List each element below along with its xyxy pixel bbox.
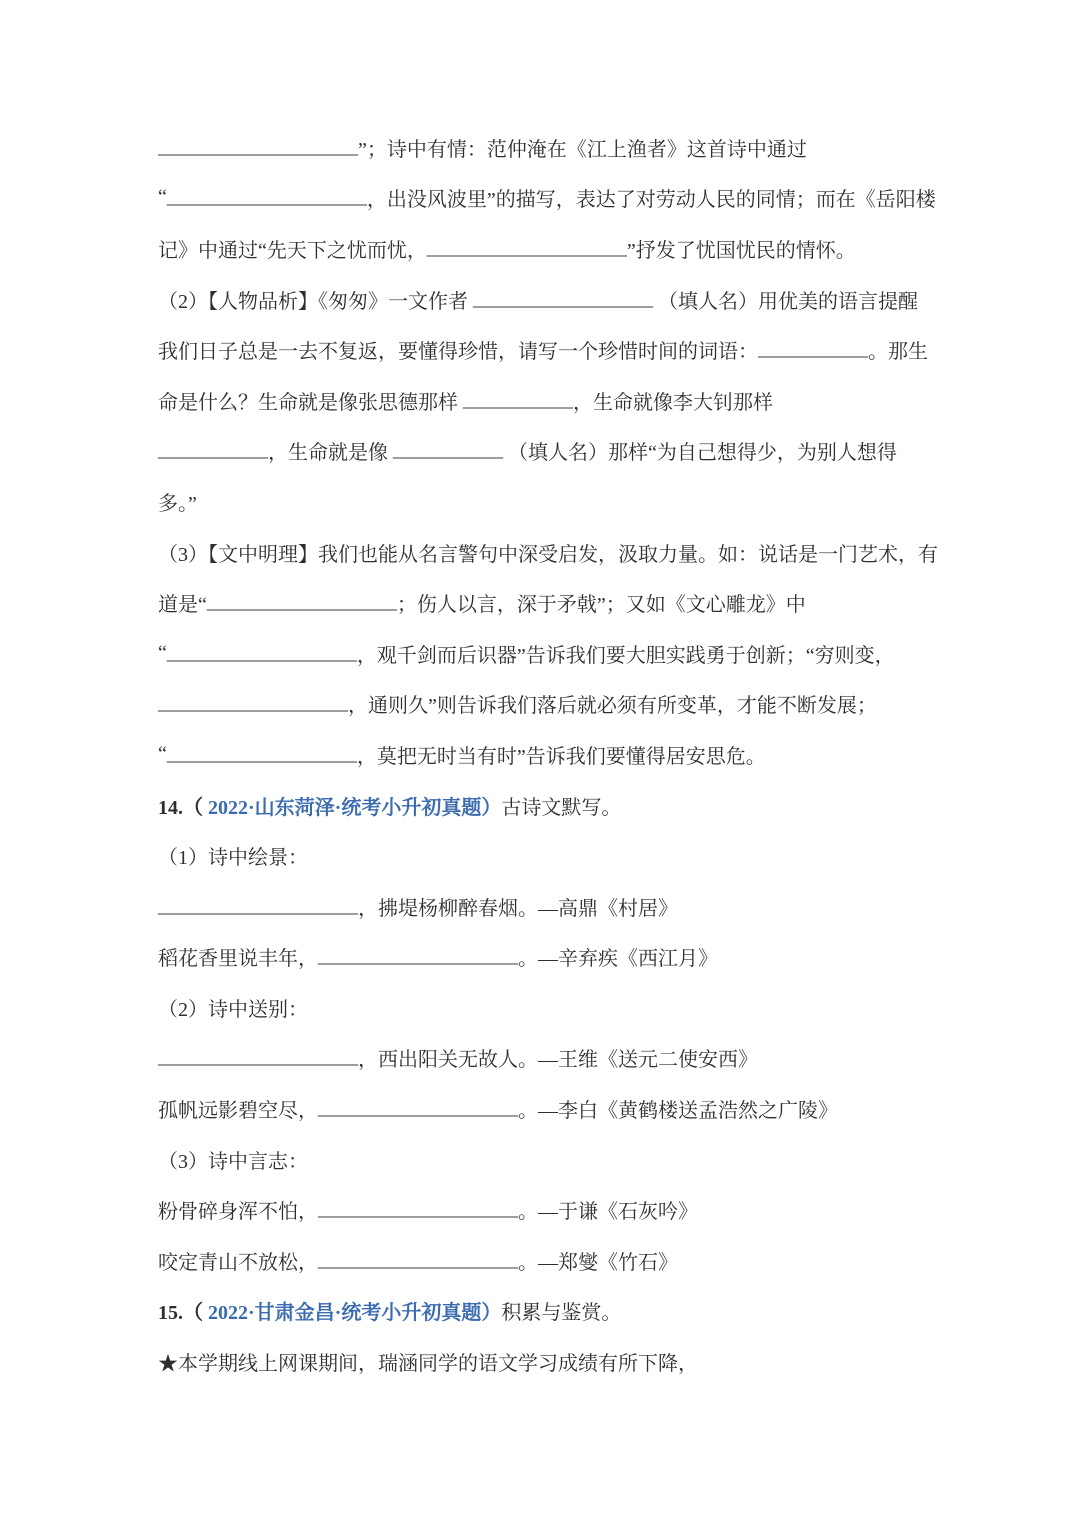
fill-in-blank: ____________________ — [166, 186, 367, 209]
text-segment: 孤帆远影碧空尽， — [158, 1100, 318, 1123]
text-line — [158, 476, 940, 527]
text-segment: 。—郑燮《竹石》 — [518, 1251, 678, 1274]
fill-in-blank: ____________________ — [318, 1248, 518, 1271]
exam-source-citation: 2022·山东菏泽·统考小升初真题 — [208, 796, 482, 819]
text-segment: 。—辛弃疾《西江月》 — [518, 948, 718, 971]
document-body — [158, 122, 940, 1387]
text-line — [158, 1235, 940, 1286]
text-segment: 。—于谦《石灰吟》 — [518, 1201, 698, 1224]
text-line — [158, 1083, 940, 1134]
text-segment: 我们日子总是一去不复返，要懂得珍惜，请写一个珍惜时间的词语： — [158, 341, 758, 364]
text-segment: ，生命就像李大钊那样 — [573, 391, 773, 414]
text-line — [158, 577, 940, 628]
fill-in-blank: ___________________ — [206, 591, 397, 614]
text-segment: ，拂堤杨柳醉春烟。—高鼎《村居》 — [358, 897, 678, 920]
text-line — [158, 527, 940, 578]
text-line — [158, 1033, 940, 1084]
text-segment: “ — [158, 186, 167, 209]
text-segment: （2）诗中送别： — [158, 998, 308, 1021]
text-segment: （1）诗中绘景： — [158, 847, 308, 870]
text-line — [158, 426, 940, 477]
text-segment: ，西出阳关无故人。—王维《送元二使安西》 — [358, 1049, 758, 1072]
text-segment: 古诗文默写。 — [501, 796, 622, 819]
text-segment: 记》中通过“先天下之忧而忧， — [158, 239, 427, 262]
text-segment: 道是“ — [158, 594, 207, 617]
text-line — [158, 1184, 940, 1235]
fill-in-blank: ___________________ — [158, 692, 348, 715]
fill-in-blank: ___________________ — [166, 641, 357, 664]
text-segment: 。那生 — [868, 341, 928, 364]
text-segment: 稻花香里说丰年， — [158, 948, 318, 971]
exam-source-citation: 2022·甘肃金昌·统考小升初真题 — [208, 1302, 482, 1325]
text-segment: ，观千剑而后识器”告诉我们要大胆实践勇于创新；“穷则变， — [356, 644, 895, 667]
text-line — [158, 274, 940, 325]
text-segment: （2）【人物品析】《匆匆》一文作者 — [158, 290, 473, 313]
text-line — [158, 932, 940, 983]
text-segment: “ — [158, 742, 167, 765]
text-line — [158, 729, 940, 780]
text-segment: ，莫把无时当有时”告诉我们要懂得居安思危。 — [356, 745, 766, 768]
text-line — [158, 830, 940, 881]
text-line — [158, 679, 940, 730]
text-line — [158, 1336, 940, 1387]
text-segment: ；伤人以言，深于矛戟”；又如《文心雕龙》中 — [396, 594, 806, 617]
text-segment: 多。” — [158, 492, 197, 515]
text-segment: ，生命就是像 — [268, 442, 393, 465]
text-line — [158, 223, 940, 274]
text-segment: ”；诗中有情：范仲淹在《江上渔者》这首诗中通过 — [358, 138, 807, 161]
fill-in-blank: __________________ — [473, 287, 653, 310]
text-segment: ”抒发了忧国忧民的情怀。 — [626, 239, 856, 262]
fill-in-blank: ____________________ — [318, 1198, 518, 1221]
text-segment: “ — [158, 641, 167, 664]
text-line — [158, 881, 940, 932]
fill-in-blank: ___________ — [463, 388, 573, 411]
text-line — [158, 324, 940, 375]
fill-in-blank: ___________ — [758, 338, 868, 361]
text-line — [158, 1134, 940, 1185]
fill-in-blank: ____________________ — [158, 894, 358, 917]
question-number: 14.（ — [158, 796, 208, 819]
text-line — [158, 982, 940, 1033]
exam-source-citation: ） — [481, 796, 502, 819]
text-segment: 命是什么？生命就是像张思德那样 — [158, 391, 463, 414]
text-segment: （填人名）那样“为自己想得少，为别人想得 — [503, 442, 897, 465]
text-segment: 咬定青山不放松， — [158, 1251, 318, 1274]
text-line — [158, 1286, 940, 1337]
text-segment: （填人名）用优美的语言提醒 — [653, 290, 918, 313]
question-number: 15.（ — [158, 1302, 208, 1325]
text-line — [158, 628, 940, 679]
fill-in-blank: ___________ — [393, 439, 503, 462]
fill-in-blank: ____________________ — [318, 945, 518, 968]
text-line — [158, 173, 940, 224]
exam-source-citation: ） — [481, 1302, 502, 1325]
fill-in-blank: ___________ — [158, 439, 268, 462]
text-line — [158, 122, 940, 173]
fill-in-blank: ___________________ — [166, 742, 357, 765]
text-segment: 。—李白《黄鹤楼送孟浩然之广陵》 — [518, 1100, 838, 1123]
text-line — [158, 375, 940, 426]
text-line — [158, 780, 940, 831]
text-segment: （3）诗中言志： — [158, 1150, 308, 1173]
fill-in-blank: ____________________ — [318, 1097, 518, 1120]
text-segment: 粉骨碎身浑不怕， — [158, 1201, 318, 1224]
text-segment: 积累与鉴赏。 — [501, 1302, 622, 1325]
fill-in-blank: ____________________ — [158, 1046, 358, 1069]
fill-in-blank: ____________________ — [158, 135, 358, 158]
text-segment: ，出没风波里”的描写，表达了对劳动人民的同情；而在《岳阳楼 — [366, 189, 936, 212]
text-segment: ，通则久”则告诉我们落后就必须有所变革，才能不断发展； — [348, 695, 877, 718]
text-segment: ★本学期线上网课期间，瑞涵同学的语文学习成绩有所下降， — [158, 1353, 698, 1376]
text-segment: （3）【文中明理】我们也能从名言警句中深受启发，汲取力量。如：说话是一门艺术，有 — [158, 543, 938, 566]
fill-in-blank: ____________________ — [426, 236, 627, 259]
